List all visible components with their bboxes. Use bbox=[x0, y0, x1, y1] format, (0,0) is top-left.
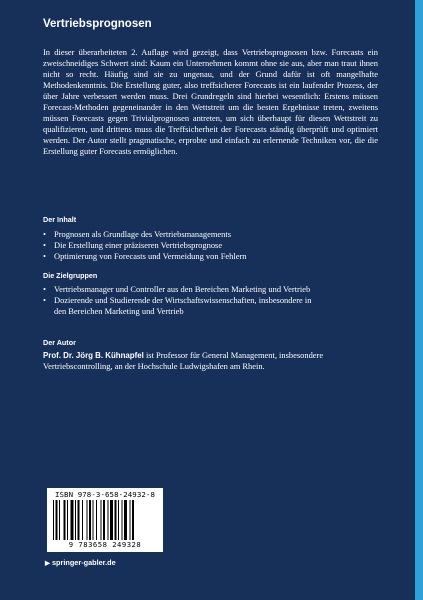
author-description: ist Professor für General Management, insbesondere Vertriebscontrolling, an der Hochschule Ludwigshafen am Rhein. bbox=[43, 350, 324, 372]
barcode-box bbox=[47, 488, 163, 552]
isbn-label: ISBN 978-3-658-24932-8 bbox=[54, 490, 156, 499]
barcode-bar bbox=[124, 500, 127, 540]
barcode-icon bbox=[53, 500, 157, 540]
author-bio bbox=[43, 350, 378, 372]
list-item: • Optimierung von Forecasts und Vermeidung von Fehlern bbox=[43, 251, 378, 262]
barcode-bar bbox=[78, 500, 80, 540]
barcode-digits: 9 783658 249328 bbox=[68, 540, 142, 549]
barcode-bar bbox=[59, 500, 60, 540]
inhalt-list bbox=[43, 229, 378, 262]
list-item: • Dozierende und Studierende der Wirtschaftswissenschaften, insbesondere in den Bereichen Marketing und Vertrieb bbox=[43, 295, 313, 317]
author-name: Prof. Dr. Jörg B. Kühnapfel bbox=[43, 351, 144, 360]
barcode-bar bbox=[67, 500, 68, 540]
barcode-bar bbox=[101, 500, 102, 540]
list-item: • Prognosen als Grundlage des Vertriebsmanagements bbox=[43, 229, 378, 240]
book-title: Vertriebsprognosen bbox=[43, 18, 152, 30]
barcode-bar bbox=[122, 500, 123, 540]
barcode-bar bbox=[64, 500, 66, 540]
list-item: • Die Erstellung einer präziseren Vertriebsprognose bbox=[43, 240, 378, 251]
spine-accent-strip bbox=[415, 0, 423, 600]
barcode-bar bbox=[103, 500, 105, 540]
barcode-bar bbox=[82, 500, 83, 540]
barcode-bar bbox=[132, 500, 134, 540]
section-heading-inhalt: Der Inhalt bbox=[43, 215, 77, 224]
barcode-bar bbox=[115, 500, 117, 540]
barcode-bar bbox=[71, 500, 74, 540]
list-item: • Vertriebsmanager und Controller aus den Bereichen Marketing und Vertrieb bbox=[43, 284, 313, 295]
barcode-bar bbox=[93, 500, 94, 540]
website-label: springer-gabler.de bbox=[52, 558, 116, 567]
book-description: In dieser überarbeiteten 2. Auflage wird gezeigt, dass Vertriebsprognosen bzw. Forecasts ein zweischneidiges Schwert sind: Kaum ein Unternehmen kommt ohne sie aus, aber man traut ihnen nicht so recht. Häufig sind sie zu ungenau, und der Grund dafür ist oft mangelhafte Methodenkenntnis. Die Erstellung guter, also treffsicherer Forecasts ist ein laufender Prozess, der über Jahre verbessert werden muss. Drei Grundregeln sind hierbei wesentlich: Erstens müssen Forecast-Methoden gegeneinander in den Wettstreit um die besten Ergebnisse treten, zweitens müssen Forecasts gegen Trivialprognosen antreten, um sich überhaupt für diesen Wettstreit zu qualifizieren, und drittens muss die Treffsicherheit der Forecasts ständig überprüft und optimiert werden. Der Autor stellt pragmatische, erprobte und einfach zu erlernende Techniken vor, die die Erstellung guter Forecasts ermöglichen. bbox=[43, 47, 378, 157]
barcode-bar bbox=[87, 500, 88, 540]
barcode-bar bbox=[108, 500, 109, 540]
barcode-bar bbox=[75, 500, 76, 540]
barcode-bar bbox=[89, 500, 91, 540]
section-heading-autor: Der Autor bbox=[43, 338, 76, 347]
barcode-bar bbox=[118, 500, 119, 540]
arrow-right-icon: ▶ bbox=[45, 560, 50, 567]
barcode-bar bbox=[56, 500, 58, 540]
publisher-website[interactable] bbox=[45, 558, 116, 567]
barcode-bar bbox=[53, 500, 54, 540]
zielgruppen-list bbox=[43, 284, 313, 317]
barcode-bar bbox=[96, 500, 97, 540]
barcode-bar bbox=[110, 500, 113, 540]
section-heading-zielgruppen: Die Zielgruppen bbox=[43, 271, 98, 280]
barcode-bar bbox=[130, 500, 131, 540]
